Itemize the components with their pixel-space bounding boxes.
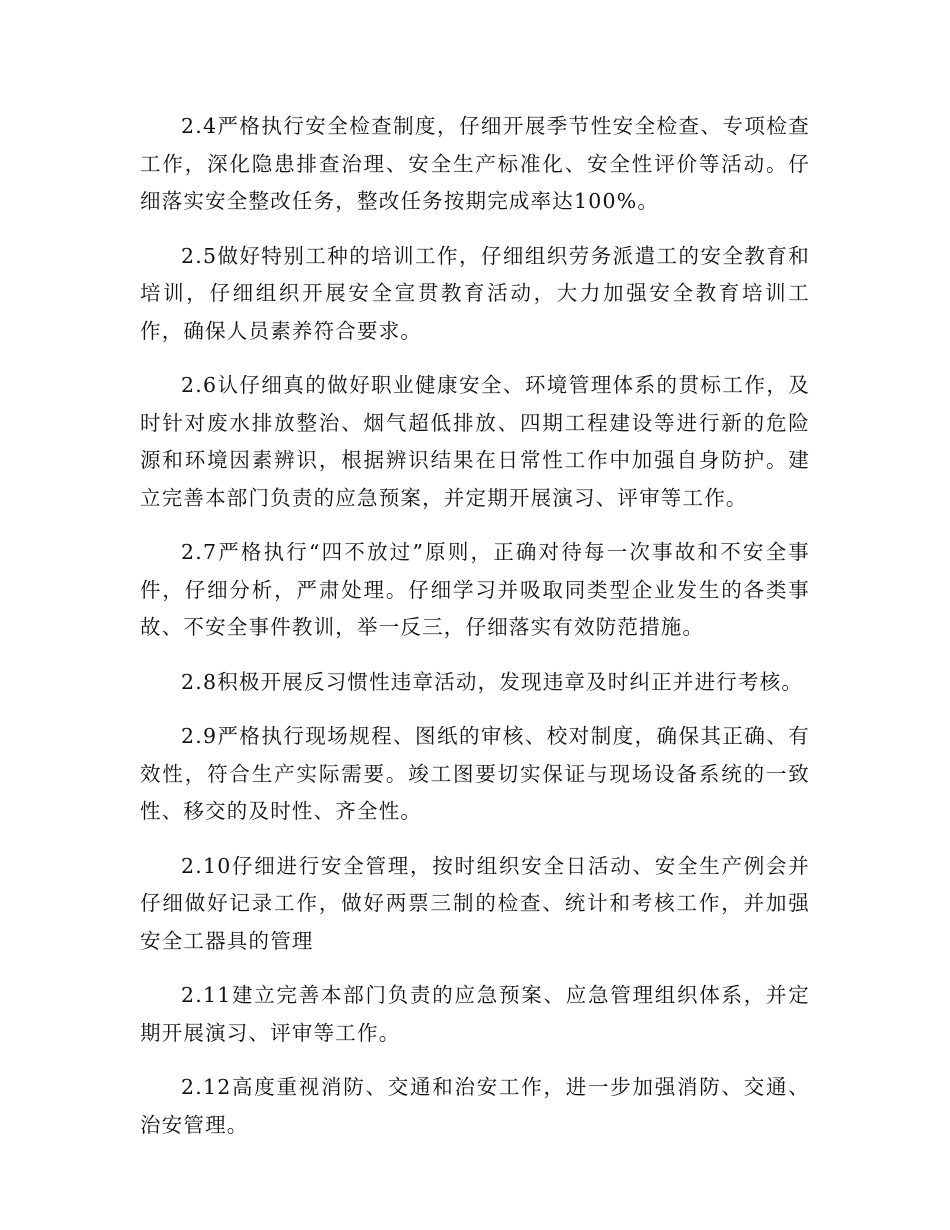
- paragraph-2-6: 2.6认仔细真的做好职业健康安全、环境管理体系的贯标工作，及时针对废水排放整治、烟气超低排放、四期工程建设等进行新的危险源和环境因素辨识，根据辨识结果在日常性工作中加强自身防护。建立完善本部门负责的应急预案，并定期开展演习、评审等工作。: [140, 373, 810, 510]
- paragraph-2-5: 2.5做好特别工种的培训工作，仔细组织劳务派遣工的安全教育和培训，仔细组织开展安全宣贯教育活动，大力加强安全教育培训工作，确保人员素养符合要求。: [140, 243, 810, 343]
- paragraph-2-11: 2.11建立完善本部门负责的应急预案、应急管理组织体系，并定期开展演习、评审等工作。: [140, 983, 810, 1045]
- paragraph-2-8: 2.8积极开展反习惯性违章活动，发现违章及时纠正并进行考核。: [181, 669, 804, 694]
- paragraph-2-7: 2.7严格执行“四不放过”原则，正确对待每一次事故和不安全事件，仔细分析，严肃处理。仔细学习并吸取同类型企业发生的各类事故、不安全事件教训，举一反三，仔细落实有效防范措施。: [140, 540, 810, 639]
- paragraph-2-12: 2.12高度重视消防、交通和治安工作，进一步加强消防、交通、治安管理。: [140, 1075, 810, 1137]
- paragraph-2-4: 2.4严格执行安全检查制度，仔细开展季节性安全检查、专项检查工作，深化隐患排查治理、安全生产标准化、安全性评价等活动。仔细落实安全整改任务，整改任务按期完成率达100%。: [140, 114, 810, 213]
- document-body: [140, 108, 810, 1161]
- paragraph-2-9: 2.9严格执行现场规程、图纸的审核、校对制度，确保其正确、有效性，符合生产实际需要。竣工图要切实保证与现场设备系统的一致性、移交的及时性、齐全性。: [140, 724, 810, 823]
- paragraph-2-10: 2.10仔细进行安全管理，按时组织安全日活动、安全生产例会并仔细做好记录工作，做好两票三制的检查、统计和考核工作，并加强安全工器具的管理: [140, 853, 810, 953]
